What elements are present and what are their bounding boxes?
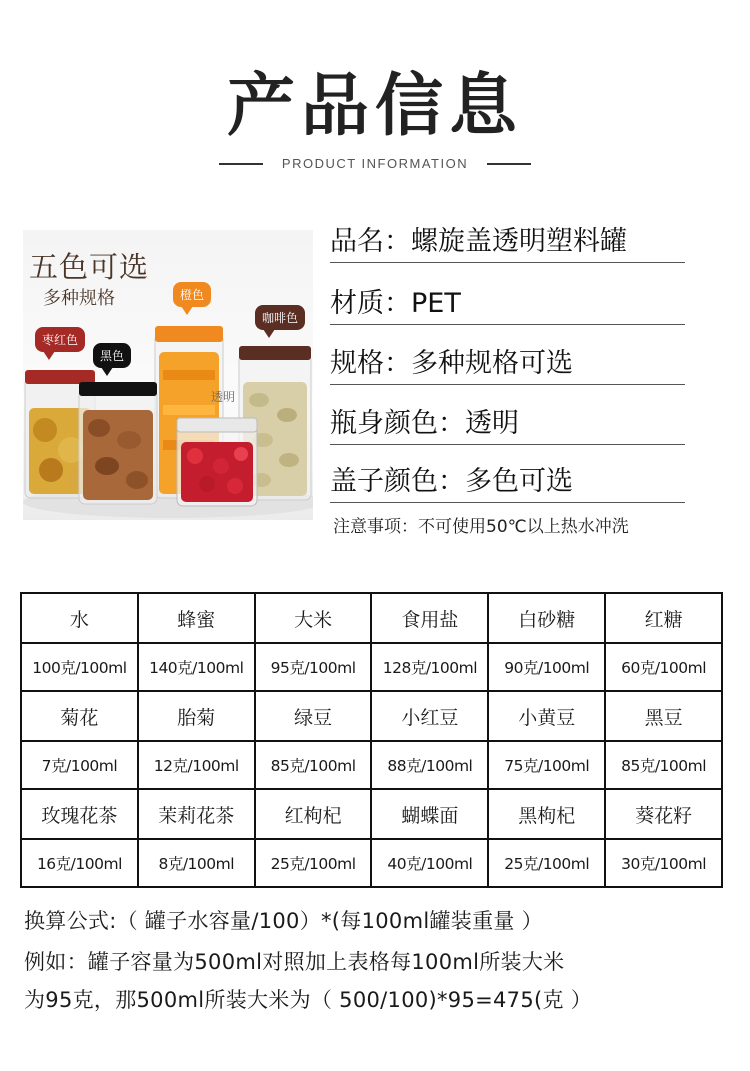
table-cell: 食用盐 xyxy=(371,593,488,643)
table-cell: 绿豆 xyxy=(255,691,372,741)
table-row xyxy=(21,741,722,789)
table-cell: 95克/100ml xyxy=(255,643,372,691)
info-label: 瓶身颜色： xyxy=(330,408,465,439)
info-row-spec xyxy=(330,344,685,385)
table-cell: 茉莉花茶 xyxy=(138,789,255,839)
table-cell: 85克/100ml xyxy=(255,741,372,789)
table-cell: 葵花籽 xyxy=(605,789,722,839)
info-value: PET xyxy=(411,288,461,319)
info-label: 规格： xyxy=(330,348,411,379)
table-cell: 黑豆 xyxy=(605,691,722,741)
table-cell: 140克/100ml xyxy=(138,643,255,691)
table-cell: 25克/100ml xyxy=(488,839,605,887)
table-cell: 蜂蜜 xyxy=(138,593,255,643)
info-value: 透明 xyxy=(465,408,519,439)
formula-line-1: 换算公式:（ 罐子水容量/100）*(每100ml罐装重量 ） xyxy=(24,909,543,933)
table-cell: 菊花 xyxy=(21,691,138,741)
info-label: 品名： xyxy=(330,226,411,257)
label-clear: 透明 xyxy=(211,390,236,404)
subtitle-bar xyxy=(0,153,750,172)
info-row-lid-color xyxy=(330,462,685,503)
table-cell: 黑枸杞 xyxy=(488,789,605,839)
table-cell: 8克/100ml xyxy=(138,839,255,887)
table-cell: 小红豆 xyxy=(371,691,488,741)
photo-headline: 五色可选 xyxy=(29,250,150,284)
label-red: 枣红色 xyxy=(35,327,85,352)
table-cell: 大米 xyxy=(255,593,372,643)
product-photo xyxy=(23,230,313,520)
photo-subline: 多种规格 xyxy=(43,288,115,309)
table-cell: 小黄豆 xyxy=(488,691,605,741)
left-rule xyxy=(219,163,263,165)
table-cell: 90克/100ml xyxy=(488,643,605,691)
formula-line-3: 为95克，那500ml所装大米为（ 500/100)*95=475(克 ） xyxy=(24,988,593,1012)
label-brown: 咖啡色 xyxy=(255,305,305,330)
table-cell: 胎菊 xyxy=(138,691,255,741)
info-label: 材质： xyxy=(330,288,411,319)
table-cell: 蝴蝶面 xyxy=(371,789,488,839)
table-cell: 100克/100ml xyxy=(21,643,138,691)
table-cell: 25克/100ml xyxy=(255,839,372,887)
table-cell: 12克/100ml xyxy=(138,741,255,789)
table-cell: 红枸杞 xyxy=(255,789,372,839)
info-row-body-color xyxy=(330,404,685,445)
formula-line-2: 例如：罐子容量为500ml对照加上表格每100ml所装大米 xyxy=(24,950,565,974)
info-label: 盖子颜色： xyxy=(330,466,465,497)
label-orange: 橙色 xyxy=(173,282,211,307)
table-cell: 60克/100ml xyxy=(605,643,722,691)
info-value: 多色可选 xyxy=(465,466,573,497)
capacity-table xyxy=(20,592,723,888)
table-row xyxy=(21,839,722,887)
table-cell: 红糖 xyxy=(605,593,722,643)
info-value: 螺旋盖透明塑料罐 xyxy=(411,226,627,257)
table-cell: 88克/100ml xyxy=(371,741,488,789)
table-row xyxy=(21,691,722,741)
table-cell: 30克/100ml xyxy=(605,839,722,887)
table-cell: 水 xyxy=(21,593,138,643)
info-row-material xyxy=(330,284,685,325)
table-cell: 16克/100ml xyxy=(21,839,138,887)
label-black: 黑色 xyxy=(93,343,131,368)
notice-text: 注意事项：不可使用50℃以上热水冲洗 xyxy=(333,517,629,537)
table-cell: 40克/100ml xyxy=(371,839,488,887)
clear-lid-jar xyxy=(177,418,257,506)
black-lid-jar xyxy=(79,382,157,504)
table-row xyxy=(21,789,722,839)
table-cell: 75克/100ml xyxy=(488,741,605,789)
info-value: 多种规格可选 xyxy=(411,348,573,379)
table-cell: 128克/100ml xyxy=(371,643,488,691)
page-subtitle: PRODUCT INFORMATION xyxy=(281,156,469,171)
table-row xyxy=(21,593,722,643)
table-cell: 白砂糖 xyxy=(488,593,605,643)
table-cell: 玫瑰花茶 xyxy=(21,789,138,839)
table-row xyxy=(21,643,722,691)
info-row-name xyxy=(330,222,685,263)
right-rule xyxy=(487,163,531,165)
table-cell: 7克/100ml xyxy=(21,741,138,789)
page-title: 产品信息 xyxy=(226,67,523,146)
table-cell: 85克/100ml xyxy=(605,741,722,789)
